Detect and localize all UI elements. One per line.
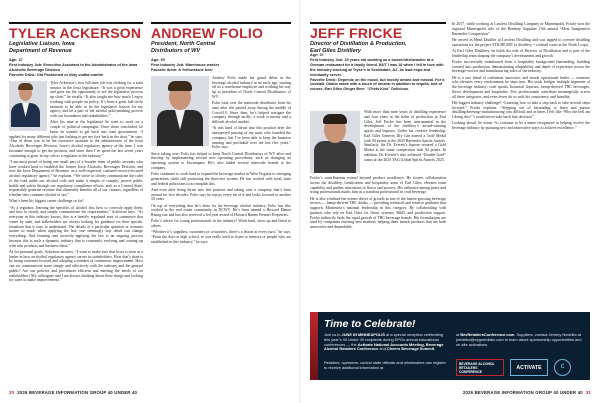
body-paragraph: At Earl Giles Distillery, he holds the title of Director of Distillation and is part of the leadership team shaping the company’s development and growth. (452, 48, 590, 58)
profile-title (9, 41, 143, 54)
profile-body (151, 76, 291, 376)
profile-title-line1: President, North Central (151, 41, 216, 47)
body-paragraph: His biggest industry challenge? “Learning how to take a step back to take several steps forward,” Fricke explains. “Stepping out of bartending to learn and pursue distilling/beverage manufacturing was difficult and at times I felt like ‘Why the hell am I doing this?’ I would never take back that decision.” (452, 100, 590, 119)
body-paragraph: On top of everything that he’s done for the beverage alcohol industry, Folio has also worked in the real estate community in NCWV. He’s been named a Howard Hanna Rising star and has also received a 3rd year award of Howard Hanna Premier Properties. (151, 203, 291, 218)
banner-text-bold: Cheers Beverage Summit. (386, 346, 436, 352)
profile-facts (9, 58, 143, 78)
profile-facts (310, 53, 446, 92)
body-paragraph: What’s been his biggest career challenge so far? (9, 199, 84, 204)
body-paragraph: And even after being thrust into this position and taking over a company that’s been around for five decades, Folio says he enjoys every bit of it and looks forward to another 50 years. (151, 187, 291, 202)
banner-text-bold: JUNE IN MINNEAPOLIS (341, 332, 385, 337)
banner-register-text: Retailers, operators, control state officials and wholesalers can register to receive additional information at (324, 360, 446, 370)
profile-title-line2: Department of Revenue (9, 47, 72, 54)
left-footer (9, 390, 137, 395)
body-paragraph: Folio continues to work hard to expand the beverage market in West Virginia to emerging generations while still protecting the three-tier system. He has worked with local, state and federal politicians to accomplish this. (151, 172, 291, 186)
profile-facts (151, 58, 291, 73)
photo-suit (314, 141, 356, 173)
body-paragraph: As for personal goals, Ackerson answers, “I want to make sure that Iowa is seen as a leader in how an alcohol regulatory agency serves its stakeholders. How that’s done is by being customer-focused and adopting a mindset of continuous improvement. How can we communicate more simply and effectively with the industry and the general public? Are our policies and procedures efficient and meeting the needs of our stakeholders? My colleagues and I are always thinking about these things and looking for ways to make improvements.” (9, 249, 143, 283)
body-paragraph: Tyler Ackerson’s first full-time job was clerking for a state senator in the Iowa legislature. “It was a great experience and gave me the opportunity to see the legislative process up close,” he recalls. “It also taught me how much I enjoy working with people on policy. It’s been a great full-circle moment to be able to be the legislative liaison for my agency and be a part of the alcohol policymaking process with our lawmakers and stakeholders.” (50, 80, 143, 119)
profile-photo (9, 81, 47, 131)
profile-title-line2: Earl Giles Distillery (310, 47, 361, 54)
fact-first-job: First Industry Job: 15 years old working as a busser/dishwasher at a German restaurant for a family friend. BUT I was 18 when I fell in love with the industry working at Tryke’s in Scottsdale, AZ, as lead expo and eventually server. (310, 57, 444, 77)
page-number: 31 (585, 390, 591, 395)
banner-text-span: and (378, 346, 387, 352)
fact-favorite-drink: Favorite Drink: Old Fashioned or dirty vodka martini (9, 72, 104, 77)
body-paragraph: Since taking over, Folio has helped to keep North Central Distributors of WV alive and thriving by implementing several new operating procedures, such as changing its operating system to Encompass. He’s also added several statewide brands to the company. (151, 151, 291, 170)
body-paragraph: Folio took over the statewide distributor from his aunt after she passed away during the middle of Covid-19. Since then, he’s helped navigate the company through tariffs, a weak economy and a difficult alcohol market. (212, 101, 291, 125)
fact-first-job: First Industry Job: Warehouse worker (151, 63, 220, 68)
body-paragraph: “As a regulator, learning the specifics of alcohol law, how to correctly apply them, and how to clearly and simply communicate the requirements,” Ackerson says. “As everyone in this industry knows, this is a heavily regulated area of commerce that varies by state, and stakeholders are always looking for guidance for their specific situations that is easy to understand. The details of a particular question or scenario matter so much when applying the law; one seemingly tiny detail can change everything. And learning and correctly applying the law is an ongoing process because this is such a dynamic industry that is constantly evolving and coming up with new products and business ideas.” (9, 205, 143, 248)
banner-flourish (310, 312, 318, 380)
celebration-banner (310, 312, 590, 380)
body-paragraph: Andrew Folio made his grand debut in the beverage alcohol industry at an early age, starting off as a warehouse employee and working his way up to president of North Central Distributors of WV. (212, 75, 291, 99)
header-rule (310, 22, 446, 24)
banner-website-link[interactable]: BevRetailersConference.com (460, 332, 515, 337)
profile-title-line1: Legislative Liaison, Iowa (9, 41, 75, 47)
profile-title-line1: Director of Distillation & Production, (310, 41, 407, 47)
profile-name: ANDREW FOLIO (151, 25, 264, 41)
fricke-body-col2 (452, 22, 590, 308)
profile-ackerson (9, 22, 143, 396)
profile-name: JEFF FRICKE (310, 25, 403, 41)
profile-photo (310, 111, 360, 173)
fact-favorite-drink: Favorite Drink: Depends on the mood, but mostly amaro and mezcal. For a cocktail, Diablo made with a touch of mezcal in addition to tequila, and of course, Earl Giles Ginger Beer. “Chefs Kiss” Delicious. (310, 77, 445, 92)
banner-sponsor-text (456, 333, 582, 347)
body-paragraph: He served as Head Distiller at Lawless Distilling and was tapped to oversee distilling operations for the project STILHEART (a distillery + cocktail room in the North Loop). (452, 37, 590, 47)
fricke-facts-wrap (310, 53, 446, 92)
body-paragraph: With more than nine years of distilling experience and four years at the helm of production at Earl Giles, Jeff Fricke has been instrumental in the development of the distillery’s award-winning spirits and liqueurs. Under his creative leadership, Earl Giles Genever Dry Gin earned a Gold Medal with 94 points at the 2025 Bartender Spirits Awards. Similarly, the Dr. Everett’s liquore secured a Gold Medal at the same competition with 92 points. In addition, Dr. Everett’s also achieved “Double Gold” status at the 2025 TAG Global Spirits Awards 2025. (364, 110, 446, 162)
footer-text: 2026 BEVERAGE INFORMATION GROUP 40 UNDER 40 (17, 390, 138, 395)
page-gutter (299, 0, 301, 403)
body-paragraph: In 2017, while working at Lawless Distilling Company in Minneapolis, Fricke won the regional Minneapolis title of the Bombay Sapphire 15th annual “Most Imaginative Bartender Competition”. (452, 22, 590, 36)
profile-title (151, 41, 291, 54)
body-paragraph: After his time at the legislature he went to work on a couple of political campaigns. Once those concluded, he knew he wanted to get back into state government. “I applied for many different jobs just looking to get my foot back in the door,” he says. “One of those was to be the executive assistant to the administrator of the Iowa Alcoholic Beverages Division, Iowa’s alcohol regulatory agency at the time. I was fortunate enough to get the position, and since then I’ve spent the last seven years continuing to grow in my role as a regulator in the industry.” (9, 120, 143, 158)
banner-text-bold: Activate National Accounts Meeting, Beverage Alcohol Retailers Conference (324, 341, 444, 352)
photo-hair (168, 81, 192, 91)
fact-first-job: First Industry Job: Executive Assistant to the Administrator of the Iowa Alcoholic Beverage Division (9, 63, 138, 72)
fricke-body-col1-lower (310, 176, 446, 308)
body-paragraph: Folio’s advice for young professionals in the industry? Work hard, show up and listen to others. (151, 219, 291, 229)
fact-age: Age: 37 (9, 58, 23, 63)
banner-heading: Time to Celebrate! (324, 318, 416, 330)
profile-name: TYLER ACKERSON (9, 25, 142, 41)
body-paragraph: Looking ahead, he wants “to continue to be a name recognized in helping evolve the beverage industry by pursuing new and innovative ways to achieve excellence.” (452, 121, 590, 130)
body-paragraph: “It was kind of thrust into this position after the unexpected passing of my aunt, who founded the company, but I’ve been able to keep the business running and profitable over the last five years,” Folio says. (212, 126, 291, 150)
body-paragraph: “I am most proud of being one small part of a broader team of public servants who have worked hard to establish the former Iowa Alcoholic Beverages Division, and now the Iowa Department of Revenue, as a well-respected, customer-service-focused alcohol regulatory agency,” he explains. “We strive to clearly communicate the rules of the road under our alcohol code and make it simple to comply; protect public health and safety through our regulatory compliance efforts; and, as a Control State, responsibly generate revenue that ultimately benefits all of our citizens, regardless of whether they consume alcohol or not.” (9, 159, 143, 198)
footer-text: 2026 BEVERAGE INFORMATION GROUP 40 UNDER 40 (462, 390, 583, 395)
right-footer (463, 390, 591, 395)
banner-logos (456, 359, 582, 376)
profile-title-line2: Distributors of WV (151, 47, 201, 54)
body-paragraph: He is a rare blend of craftsman, innovator, and steady operational leader — someone who elevates every environment he steps into. His work bridges multiple segments of the beverage industry: craft spirits, botanical liqueurs, hemp-derived THC beverages, flavor development and hospitality. Few professionals contribute meaningfully across all these categories, and even fewer do so with his consistency and humility. (452, 75, 590, 99)
banner-text-span: at a special reception celebrating this year’s 40 Under 40 recipients during EPGs annual educational conferences — the (324, 332, 443, 347)
profile-body (9, 81, 143, 396)
body-paragraph: Fricke successfully transitioned from a hospitality background (bartending, building venues) into production, demonstrating adaptability and depth of experience across the beverage-service and manufacturing sides of the industry. (452, 59, 590, 74)
page-number: 30 (9, 390, 15, 395)
banner-text-span: at (456, 332, 461, 337)
fact-age: Age: 39 (151, 58, 165, 63)
header-rule (9, 22, 143, 24)
body-paragraph: He is also a behind-the-scenes driver of growth in one of the fastest-growing beverage sectors — hemp-derived THC drinks — providing technical and creative guidance that supports Minnesota’s national leadership in this category. By collaborating with partners who rely on Earl Giles for flavor systems, R&D, and production support, Fricke indirectly fuels the rapid growth of THC beverage brands. His formulations are used by companies entering new markets, helping them launch products that are both innovative and dependable. (310, 196, 446, 229)
fact-favorite-drink: Favorite drink: A Yellowstone beer (151, 68, 213, 72)
profile-folio (151, 22, 291, 376)
banner-invite-text (324, 333, 448, 352)
header-rule (151, 22, 291, 24)
activate-logo: ACTIVATE (510, 359, 548, 376)
body-paragraph: “Whether it’s suppliers, customers or coworkers, there’s a lesson at every turn,” he says. “From the days at high school, so you really need to listen to mentors or people who are established in this industry,” he says. (151, 230, 291, 244)
fact-age: Age: 37 (310, 53, 324, 57)
cheers-logo: C (554, 359, 571, 376)
profile-photo (151, 76, 209, 146)
banner-text-span: Join us in (324, 332, 342, 337)
fricke-body-col1 (364, 110, 446, 175)
body-paragraph: Fricke’s contributions extend beyond product excellence. He fosters collaboration across the distillery, fortification and hospitality arms of Earl Giles, elevates team capability and pushes innovation in flavor and process. His influence among peers and rising professionals marks him as a standout professional in craft beverage. (310, 176, 446, 195)
banner-text-span: . Suppliers, contact Jeremy Nedelka at jnedelka@epgmediallc.com to learn about sponsorship opportunities and on-site activations. (456, 332, 582, 347)
retailers-conference-logo: BEVERAGE ALCOHOL RETAILERS CONFERENCE (456, 359, 504, 376)
photo-hair (323, 114, 347, 124)
photo-hair (18, 83, 33, 90)
